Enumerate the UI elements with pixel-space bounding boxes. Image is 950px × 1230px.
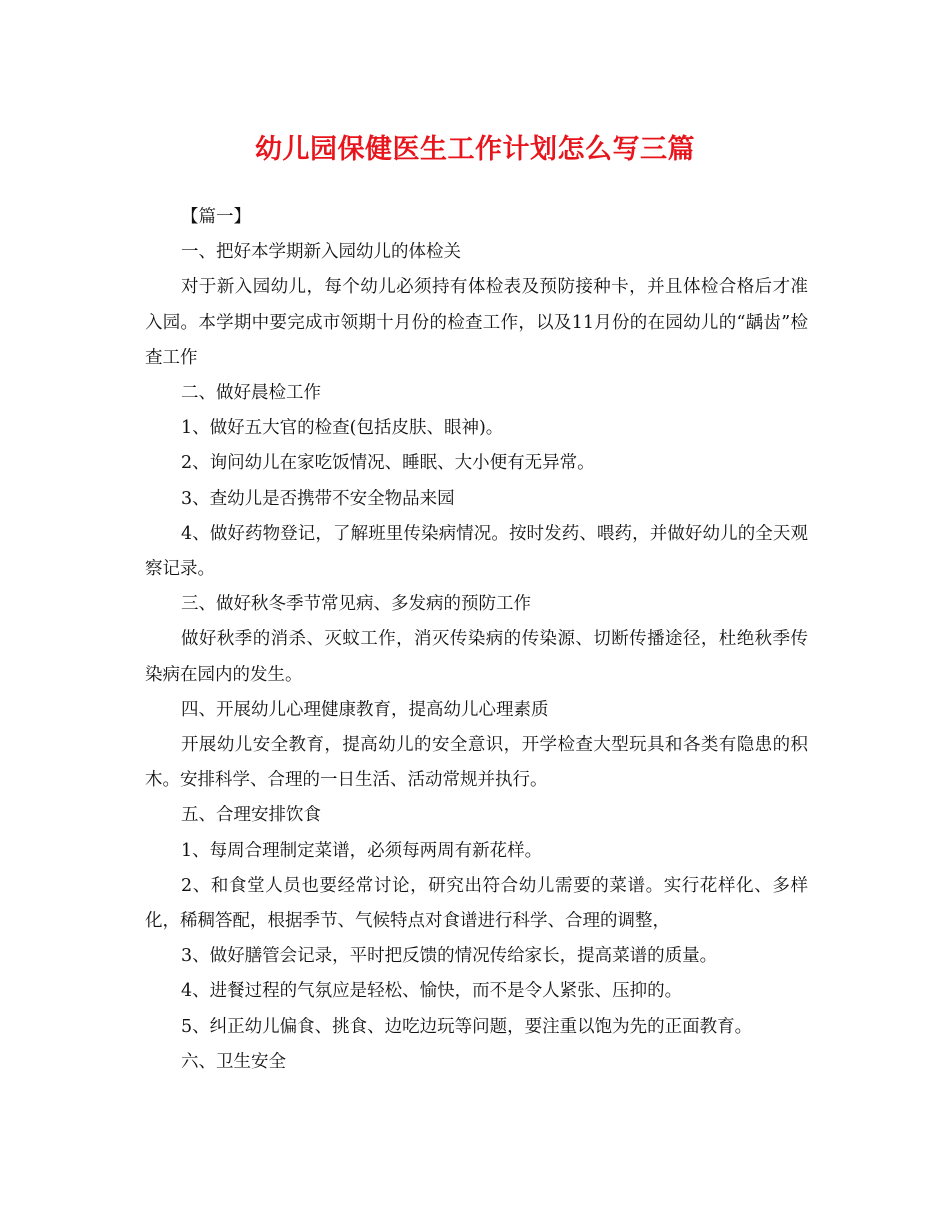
paragraph: 做好秋季的消杀、灭蚊工作，消灭传染病的传染源、切断传播途径，杜绝秋季传染病在园内的发生。 — [145, 629, 808, 685]
document-body — [145, 200, 808, 1080]
document-title: 幼儿园保健医生工作计划怎么写三篇 — [255, 134, 695, 165]
section-heading: 【篇一】 — [181, 207, 251, 227]
list-item: 1、每周合理制定菜谱，必须每两周有新花样。 — [181, 840, 543, 861]
section-heading: 一、把好本学期新入园幼儿的体检关 — [181, 242, 461, 263]
list-item: 5、纠正幼儿偏食、挑食、边吃边玩等问题，要注重以饱为先的正面教育。 — [181, 1016, 753, 1037]
list-item: 4、进餐过程的气氛应是轻松、愉快，而不是令人紧张、压抑的。 — [181, 981, 683, 1002]
paragraph: 对于新入园幼儿，每个幼儿必须持有体检表及预防接种卡，并且体检合格后才准入园。本学期中要完成市领期十月份的检查工作，以及11月份的在园幼儿的“龋齿”检查工作 — [145, 277, 808, 368]
list-item: 4、做好药物登记，了解班里传染病情况。按时发药、喂药，并做好幼儿的全天观察记录。 — [145, 523, 808, 580]
list-item: 3、查幼儿是否携带不安全物品来园 — [181, 488, 455, 509]
section-heading: 五、合理安排饮食 — [181, 805, 321, 826]
paragraph: 开展幼儿安全教育，提高幼儿的安全意识，开学检查大型玩具和各类有隐患的积木。安排科学、合理的一日生活、活动常规并执行。 — [145, 735, 808, 791]
list-item: 2、和食堂人员也要经常讨论，研究出符合幼儿需要的菜谱。实行花样化、多样化，稀稠答配，根据季节、气候特点对食谱进行科学、合理的调整， — [145, 875, 808, 932]
list-item: 2、询问幼儿在家吃饭情况、睡眠、大小便有无异常。 — [181, 453, 595, 474]
section-heading: 二、做好晨检工作 — [181, 383, 321, 404]
list-item: 3、做好膳管会记录，平时把反馈的情况传给家长，提高菜谱的质量。 — [181, 946, 718, 967]
section-heading: 四、开展幼儿心理健康教育，提高幼儿心理素质 — [181, 699, 549, 720]
list-item: 1、做好五大官的检查(包括皮肤、眼神)。 — [181, 418, 504, 439]
section-heading: 六、卫生安全 — [181, 1051, 286, 1072]
section-heading: 三、做好秋冬季节常见病、多发病的预防工作 — [181, 594, 531, 615]
